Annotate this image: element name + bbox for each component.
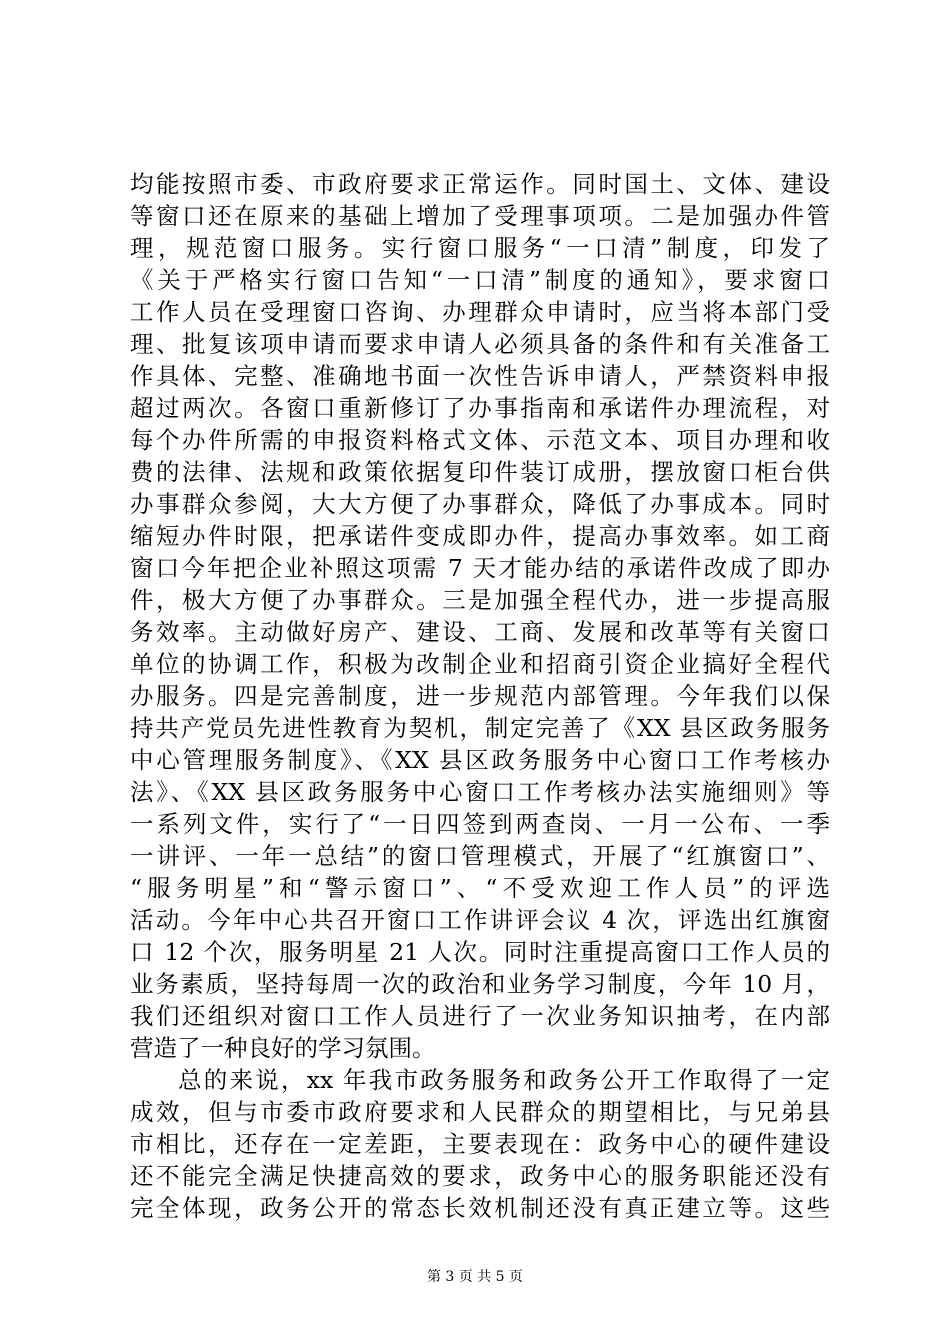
text-line: 件，极大方便了办事群众。三是加强全程代办，进一步提高服 <box>130 586 830 614</box>
text-line: 均能按照市委、市政府要求正常运作。同时国土、文体、建设 <box>130 170 830 198</box>
text-line: 一讲评、一年一总结”的窗口管理模式，开展了“红旗窗口”、 <box>130 842 830 870</box>
text-line: “服务明星”和“警示窗口”、“不受欢迎工作人员”的评选 <box>130 874 830 902</box>
text-line: 完全体现，政务公开的常态长效机制还没有真正建立等。这些 <box>130 1194 830 1222</box>
text-line: 窗口今年把企业补照这项需 7 天才能办结的承诺件改成了即办 <box>130 554 830 582</box>
text-line: 等窗口还在原来的基础上增加了受理事项项。二是加强办件管 <box>130 202 830 230</box>
text-line: 办服务。四是完善制度，进一步规范内部管理。今年我们以保 <box>130 682 830 710</box>
text-line: 中心管理服务制度》、《XX 县区政务服务中心窗口工作考核办 <box>130 746 830 774</box>
text-line: 每个办件所需的申报资料格式文体、示范文本、项目办理和收 <box>130 426 830 454</box>
paragraph-end-line: 营造了一种良好的学习氛围。 <box>130 1034 436 1062</box>
text-line: 我们还组织对窗口工作人员进行了一次业务知识抽考，在内部 <box>130 1002 830 1030</box>
text-line: 缩短办件时限，把承诺件变成即办件，提高办事效率。如工商 <box>130 522 830 550</box>
page-number-footer: 第 3 页 共 5 页 <box>426 1269 524 1285</box>
text-line: 理，规范窗口服务。实行窗口服务“一口清”制度，印发了 <box>130 234 830 262</box>
paragraph-start-line: 总的来说，xx 年我市政务服务和政务公开工作取得了一定 <box>178 1066 830 1094</box>
text-line: 办事群众参阅，大大方便了办事群众，降低了办事成本。同时 <box>130 490 830 518</box>
text-line: 务效率。主动做好房产、建设、工商、发展和改革等有关窗口 <box>130 618 830 646</box>
text-line: 作具体、完整、准确地书面一次性告诉申请人，严禁资料申报 <box>130 362 830 390</box>
text-line: 成效，但与市委市政府要求和人民群众的期望相比，与兄弟县 <box>130 1098 830 1126</box>
text-line: 活动。今年中心共召开窗口工作讲评会议 4 次，评选出红旗窗 <box>130 906 830 934</box>
text-line: 业务素质，坚持每周一次的政治和业务学习制度，今年 10 月， <box>130 970 830 998</box>
text-line: 超过两次。各窗口重新修订了办事指南和承诺件办理流程，对 <box>130 394 830 422</box>
text-line: 持共产党员先进性教育为契机，制定完善了《XX 县区政务服务 <box>130 714 830 742</box>
text-line: 法》、《XX 县区政务服务中心窗口工作考核办法实施细则》等 <box>130 778 830 806</box>
text-line: 《关于严格实行窗口告知“一口清”制度的通知》，要求窗口 <box>130 266 830 294</box>
text-line: 工作人员在受理窗口咨询、办理群众申请时，应当将本部门受 <box>130 298 830 326</box>
text-line: 口 12 个次，服务明星 21 人次。同时注重提高窗口工作人员的 <box>130 938 830 966</box>
text-line: 还不能完全满足快捷高效的要求，政务中心的服务职能还没有 <box>130 1162 830 1190</box>
text-line: 一系列文件，实行了“一日四签到两查岗、一月一公布、一季 <box>130 810 830 838</box>
text-line: 单位的协调工作，积极为改制企业和招商引资企业搞好全程代 <box>130 650 830 678</box>
body-text <box>130 168 830 1224</box>
text-line: 市相比，还存在一定差距，主要表现在：政务中心的硬件建设 <box>130 1130 830 1158</box>
text-line: 理、批复该项申请而要求申请人必须具备的条件和有关准备工 <box>130 330 830 358</box>
text-line: 费的法律、法规和政策依据复印件装订成册，摆放窗口柜台供 <box>130 458 830 486</box>
